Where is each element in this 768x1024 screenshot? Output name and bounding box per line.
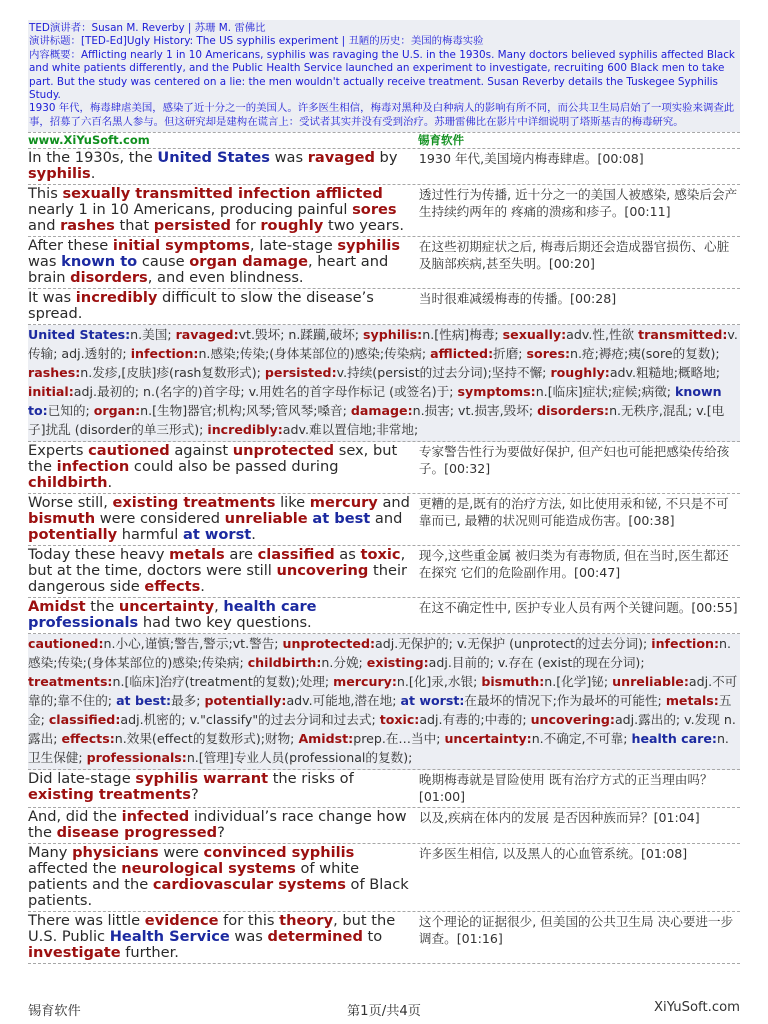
keyword: physicians [72, 844, 159, 862]
keyword: effects [144, 578, 201, 596]
vocabulary-block: United States:n.美国; ravaged:vt.毁坏; n.蹂躏,破坏; syphilis:n.[性病]梅毒; sexually:adv.性,性欲 transmitted:v.传输; adj.透射的; infection:n.感染;传染;(身体某部位的)感染;传染病; afflicted:折磨; sores:n.疮;褥疮;痍(sore的复数); rashes:n.发疹,[皮肤]疹(rash复数形式); persisted:v.持续(persist的过去分词);坚持不懈; roughly:adv.粗糙地;概略地; initial:adj.最初的; n.(名字的)首字母; v.用姓名的首字母作标记 (或签名)于; symptoms:n.[临床]症状;症候;病徵; known to:已知的; organ:n.[生物]器官;机构;风琴;管风琴;嗓音; damage:n.损害; vt.损害,毁坏; disorders:n.无秩序,混乱; v.[电子]扰乱 (disorder的单三形式); incredibly:adv.难以置信地;非常地; [28, 325, 740, 442]
keyword: initial symptoms [112, 237, 250, 255]
keyword: existing treatments [112, 494, 276, 512]
keyword: Amidst [28, 598, 86, 616]
keyword: toxic [360, 546, 401, 564]
keyword: mercury [309, 494, 378, 512]
subtitle-zh: 在这些初期症状之后, 梅毒后期还会造成器官损伤、心脏及脑部疾病,甚至失明。[00:20] [418, 239, 730, 272]
subtitle-zh: 在这不确定性中, 医护专业人员有两个关键问题。[00:55] [418, 600, 738, 616]
talk-info-box [28, 20, 740, 132]
keyword: unreliable [224, 510, 308, 528]
subtitle-en: After these initial symptoms, late-stage syphilis was known to cause organ damage, heart and brain disorders, and even blindness. [28, 237, 401, 287]
subtitle-en: It was incredibly difficult to slow the disease’s spread. [28, 289, 374, 323]
page-number: 第1页/共4页 [347, 1004, 421, 1019]
keyword: investigate [28, 944, 121, 962]
subtitle-zh: 这个理论的证据很少, 但美国的公共卫生局 决心要进一步调查。[01:16] [418, 914, 734, 947]
subtitle-row [28, 149, 740, 185]
subtitle-row [28, 808, 740, 844]
subtitle-row [28, 598, 740, 634]
keyword: disease progressed [56, 824, 218, 842]
subtitle-zh: 专家警告性行为要做好保护, 但产妇也可能把感染传给孩子。[00:32] [418, 444, 730, 477]
brand-row [28, 133, 740, 148]
subtitle-row [28, 912, 740, 964]
keyword: existing treatments [28, 786, 191, 804]
brand-website: www.XiYuSoft.com [28, 133, 150, 148]
keyword: ravaged [307, 149, 375, 167]
subtitle-zh: 当时很难减缓梅毒的传播。[00:28] [418, 291, 617, 307]
keyword: bismuth [28, 510, 96, 528]
subtitle-row [28, 185, 740, 237]
keyword: rashes [60, 217, 115, 235]
keyword: infected [121, 808, 190, 826]
subtitle-zh: 以及,疾病在体内的发展 是否因种族而异？[01:04] [418, 810, 700, 826]
subtitle-en: And, did the infected individual’s race change how the disease progressed? [28, 808, 407, 842]
subtitle-en: In the 1930s, the United States was ravaged by syphilis. [28, 149, 398, 183]
subtitle-row [28, 546, 740, 598]
subtitle-en: Many physicians were convinced syphilis affected the neurological systems of white patients and the cardiovascular systems of Black patients. [28, 844, 409, 910]
page-content [28, 20, 740, 964]
keyword: classified [257, 546, 335, 564]
keyword: sexually transmitted infection afflicted [62, 185, 383, 203]
keyword: persisted [153, 217, 231, 235]
subtitle-en: Worse still, existing treatments like mercury and bismuth were considered unreliable at best and potentially harmful at worst. [28, 494, 410, 544]
talk-summary-en: 内容概要：Afflicting nearly 1 in 10 Americans, syphilis was ravaging the U.S. in the 1930s. Many doctors believed syphilis affected Black and white patients differently, and the Public Health Service launched an experiment to investigate, recruiting 600 Black men to take part. But the study was centered on a lie: the men wouldn't actually receive treatment. Susan Reverby details the Tuskegee Syphilis Study. [29, 48, 735, 102]
brand-name: 锡育软件 [418, 133, 464, 148]
footer-brand: 锡育软件 [28, 1004, 81, 1019]
subtitle-en: There was little evidence for this theory, but the U.S. Public Health Service was determined to investigate further. [28, 912, 396, 962]
keyword: infection [56, 458, 130, 476]
keyword: at best [312, 510, 371, 528]
subtitle-zh: 许多医生相信, 以及黑人的心血管系统。[01:08] [418, 846, 688, 862]
subtitle-row [28, 442, 740, 494]
subtitle-en: Today these heavy metals are classified as toxic, but at the time, doctors were still uncovering their dangerous side effects. [28, 546, 408, 596]
subtitle-en: Amidst the uncertainty, health care professionals had two key questions. [28, 598, 317, 632]
keyword: potentially [28, 526, 118, 544]
subtitle-en: This sexually transmitted infection afflicted nearly 1 in 10 Americans, producing painful sores and rashes that persisted for roughly two years. [28, 185, 404, 235]
keyword: unprotected [232, 442, 335, 460]
keyword: cardiovascular systems [152, 876, 346, 894]
keyword: Health Service [109, 928, 230, 946]
keyword: cautioned [88, 442, 170, 460]
subtitle-zh: 晚期梅毒就是冒险使用 既有治疗方式的正当理由吗？[01:00] [418, 772, 713, 805]
keyword: childbirth [28, 474, 108, 492]
keyword: organ damage [189, 253, 308, 271]
subtitle-row [28, 494, 740, 546]
keyword: syphilis [337, 237, 401, 255]
subtitle-row [28, 770, 740, 808]
keyword: neurological systems [121, 860, 296, 878]
keyword: incredibly [75, 289, 158, 307]
subtitle-en: Did late-stage syphilis warrant the risks of existing treatments? [28, 770, 354, 804]
keyword: United States [157, 149, 270, 167]
talk-title: 演讲标题：[TED-Ed]Ugly History: The US syphilis experiment | 丑陋的历史：美国的梅毒实验 [29, 35, 484, 48]
page-footer [28, 1000, 740, 1020]
keyword: theory [279, 912, 334, 930]
keyword: health care professionals [28, 598, 317, 632]
subtitle-zh: 更糟的是,既有的治疗方法, 如比使用汞和铋, 不只是不可靠而已, 最糟的状况则可能造成伤害。[00:38] [418, 496, 729, 529]
subtitle-en: Experts cautioned against unprotected sex, but the infection could also be passed during childbirth. [28, 442, 398, 492]
keyword: convinced syphilis [203, 844, 355, 862]
keyword: metals [169, 546, 225, 564]
subtitle-row [28, 237, 740, 289]
keyword: disorders [70, 269, 148, 287]
keyword: determined [267, 928, 363, 946]
keyword: evidence [144, 912, 219, 930]
vocabulary-block: cautioned:n.小心,谨慎;警告,警示;vt.警告; unprotected:adj.无保护的; v.无保护 (unprotect的过去分词); infection:n.感染;传染;(身体某部位的)感染;传染病; childbirth:n.分娩; existing:adj.目前的; v.存在 (exist的现在分词); treatments:n.[临床]治疗(treatment的复数);处理; mercury:n.[化]汞,水银; bismuth:n.[化学]铋; unreliable:adj.不可靠的;靠不住的; at best:最多; potentially:adv.可能地,潜在地; at worst:在最坏的情况下;作为最坏的可能性; metals:五金; classified:adj.机密的; v."classify"的过去分词和过去式; toxic:adj.有毒的;中毒的; uncovering:adj.露出的; v.发现 n.露出; effects:n.效果(effect的复数形式);财物; Amidst:prep.在…当中; uncertainty:n.不确定,不可靠; health care:n.卫生保健; professionals:n.[管理]专业人员(professional的复数); [28, 634, 740, 770]
subtitle-zh: 现今,这些重金属 被归类为有毒物质, 但在当时,医生都还在探究 它们的危险副作用。[00:47] [418, 548, 729, 581]
keyword: syphilis warrant [135, 770, 269, 788]
keyword: sores [352, 201, 397, 219]
footer-website: XiYuSoft.com [654, 1000, 740, 1015]
talk-summary-zh: 1930 年代，梅毒肆虐美国，感染了近十分之一的美国人。许多医生相信，梅毒对黑种及白种病人的影响有所不同，而公共卫生局启始了一项实验来调查此事，招募了六百名黑人参与。但这研究却是建构在谎言上：受试者其实并没有受到治疗。苏珊雷佛比在影片中详细说明了塔斯基吉的梅毒研究。 [29, 102, 735, 128]
subtitle-row [28, 844, 740, 912]
keyword: at worst [182, 526, 252, 544]
talk-speaker: TED演讲者：Susan M. Reverby | 苏珊 M. 雷佛比 [29, 22, 266, 34]
keyword: uncertainty [118, 598, 215, 616]
keyword: known to [61, 253, 138, 271]
subtitle-row [28, 289, 740, 325]
keyword: roughly [260, 217, 324, 235]
subtitle-zh: 1930 年代,美国境内梅毒肆虐。[00:08] [418, 151, 644, 167]
keyword: uncovering [276, 562, 369, 580]
keyword: syphilis [28, 165, 91, 183]
subtitle-zh: 透过性行为传播, 近十分之一的美国人被感染, 感染后会产生持续约两年的 疼痛的溃疡和疹子。[00:11] [418, 187, 738, 220]
